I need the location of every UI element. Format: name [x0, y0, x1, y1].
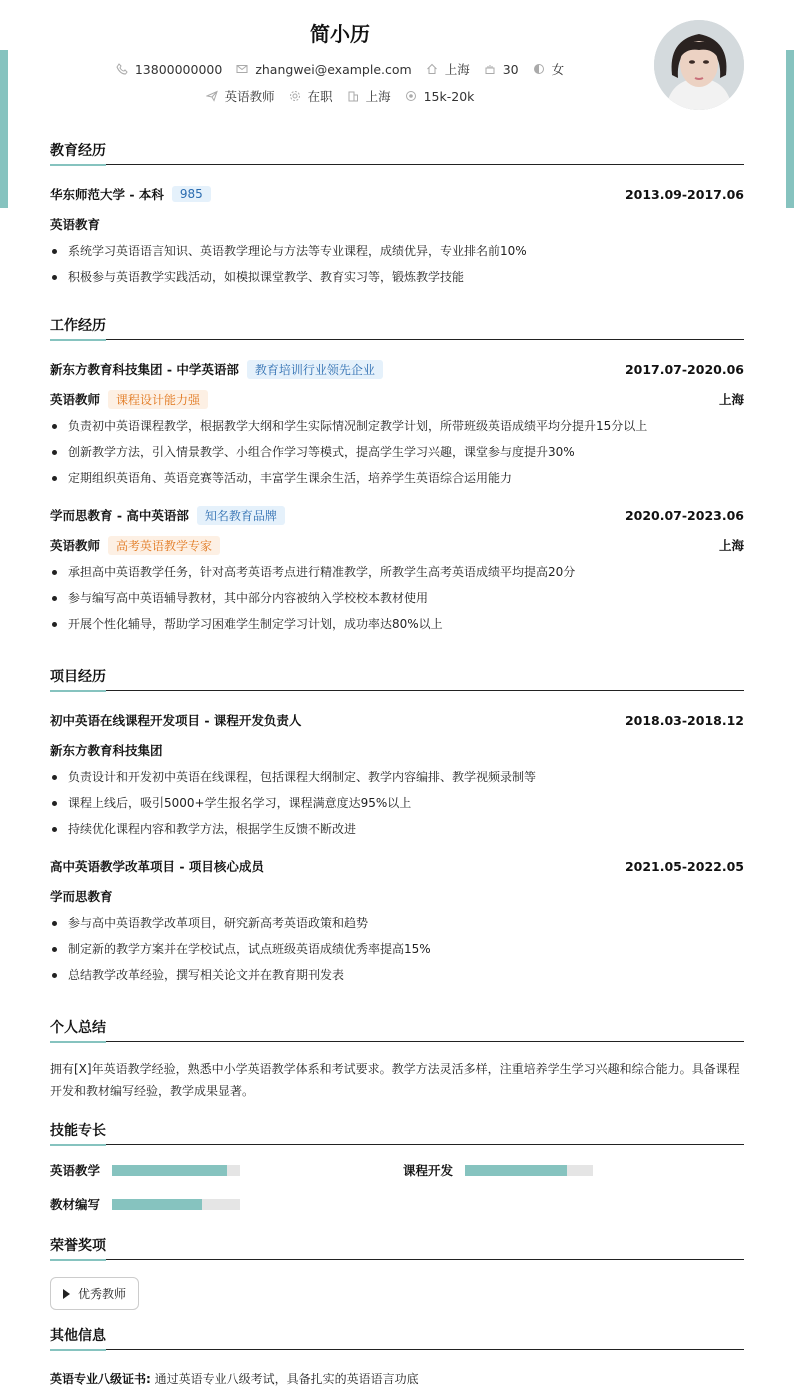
other-info: [50, 1370, 744, 1387]
gender-icon: [533, 63, 545, 75]
avatar: [654, 20, 744, 110]
education-bullets: [50, 238, 744, 290]
job-head: [50, 359, 744, 379]
city-item: [426, 60, 470, 78]
city-text: 上海: [444, 62, 470, 77]
skill-name: 教材编写: [50, 1197, 101, 1212]
skill-item: [50, 1161, 240, 1179]
school-tag: 985: [172, 186, 211, 202]
target-city-item: [347, 87, 391, 105]
gender-item: [533, 60, 565, 78]
company-name: 新东方教育科技集团 - 中学英语部: [50, 362, 239, 377]
job-role-row: [50, 535, 744, 555]
skill-bar: [112, 1165, 240, 1176]
mail-icon: [236, 63, 248, 75]
company-tag: 知名教育品牌: [197, 506, 285, 525]
job-date: 2020.07-2023.06: [624, 507, 744, 523]
list-item: 制定新的教学方案并在学校试点，试点班级英语成绩优秀率提高15%: [50, 936, 744, 962]
job-bullets: [50, 559, 744, 637]
major-text: 英语教育: [50, 217, 101, 232]
phone-item: [116, 62, 222, 77]
job-head: [50, 505, 744, 525]
avatar-illustration: [654, 20, 744, 110]
list-item: 开展个性化辅导，帮助学习困难学生制定学习计划，成功率达80%以上: [50, 611, 744, 637]
status-icon: [289, 90, 301, 102]
home-icon: [426, 63, 438, 75]
list-item: 总结教学改革经验，撰写相关论文并在教育期刊发表: [50, 962, 744, 988]
work-title: 工作经历: [50, 315, 744, 340]
project-name: 初中英语在线课程开发项目 - 课程开发负责人: [50, 713, 302, 728]
summary-title: 个人总结: [50, 1017, 744, 1042]
skills-section: [50, 1120, 744, 1220]
list-item: 参与编写高中英语辅导教材，其中部分内容被纳入学校校本教材使用: [50, 585, 744, 611]
status-text: 在职: [307, 89, 333, 104]
other-label: 英语专业八级证书:: [50, 1372, 151, 1386]
email-text: zhangwei@example.com: [255, 61, 412, 77]
target-job-item: [206, 87, 275, 105]
other-title: 其他信息: [50, 1325, 744, 1350]
education-head: [50, 184, 744, 204]
list-item: 创新教学方法，引入情景教学、小组合作学习等模式，提高学生学习兴趣，课堂参与度提升30%: [50, 439, 744, 465]
skill-bar: [112, 1199, 240, 1210]
education-title: 教育经历: [50, 140, 744, 165]
skill-bar-fill: [112, 1199, 202, 1210]
list-item: 负责设计和开发初中英语在线课程，包括课程大纲制定、教学内容编排、教学视频录制等: [50, 764, 744, 790]
company-tag: 教育培训行业领先企业: [247, 360, 383, 379]
age-item: [484, 62, 519, 77]
project-date: 2018.03-2018.12: [624, 712, 744, 728]
building-icon: [347, 90, 359, 102]
project-org-text: 学而思教育: [50, 889, 113, 904]
job-location: 上海: [718, 538, 744, 553]
project-head: [50, 710, 744, 730]
list-item: 负责初中英语课程教学，根据教学大纲和学生实际情况制定教学计划，所带班级英语成绩平均分提升15分以上: [50, 413, 744, 439]
salary-item: [405, 89, 475, 104]
project-name: 高中英语教学改革项目 - 项目核心成员: [50, 859, 264, 874]
list-item: 定期组织英语角、英语竞赛等活动，丰富学生课余生活，培养学生英语综合运用能力: [50, 465, 744, 491]
age-icon: [484, 63, 496, 75]
summary-text: 拥有[X]年英语教学经验，熟悉中小学英语教学体系和考试要求。教学方法灵活多样，注重培养学生学习兴趣和综合能力。具备课程开发和教材编写经验，教学成果显著。: [50, 1062, 740, 1098]
job-location: 上海: [718, 392, 744, 407]
project-org: [50, 740, 744, 760]
skill-bar: [465, 1165, 593, 1176]
project-org-text: 新东方教育科技集团: [50, 743, 163, 758]
projects-section: [50, 666, 744, 988]
salary-text: 15k-20k: [423, 88, 475, 104]
projects-title: 项目经历: [50, 666, 744, 691]
status-item: [289, 87, 333, 105]
skill-item: [403, 1161, 593, 1179]
skill-name: 课程开发: [403, 1163, 454, 1178]
role-tag: 高考英语教学专家: [108, 536, 220, 555]
target-city-text: 上海: [365, 89, 391, 104]
list-item: 持续优化课程内容和教学方法，根据学生反馈不断改进: [50, 816, 744, 842]
gender-text: 女: [551, 62, 565, 77]
skill-bar-fill: [112, 1165, 227, 1176]
phone-icon: [116, 63, 128, 75]
salary-icon: [405, 90, 417, 102]
role-tag: 课程设计能力强: [108, 390, 208, 409]
education-section: [50, 140, 744, 290]
list-item: 积极参与英语教学实践活动，如模拟课堂教学、教育实习等，锻炼教学技能: [50, 264, 744, 290]
send-icon: [206, 90, 218, 102]
skill-item: [50, 1195, 240, 1213]
skills-title: 技能专长: [50, 1120, 744, 1145]
major-name: [50, 214, 744, 234]
company-name: 学而思教育 - 高中英语部: [50, 508, 189, 523]
job-role: 英语教师: [50, 392, 101, 407]
email-item: [236, 62, 411, 77]
job-date: 2017.07-2020.06: [624, 361, 744, 377]
skill-bar-fill: [465, 1165, 567, 1176]
education-date: 2013.09-2017.06: [624, 186, 744, 202]
resume-name: 简小历: [310, 22, 370, 46]
honors-section: [50, 1235, 744, 1310]
honors-title: 荣誉奖项: [50, 1235, 744, 1260]
list-item: 课程上线后，吸引5000+学生报名学习，课程满意度达95%以上: [50, 790, 744, 816]
contact-row: [0, 60, 680, 78]
job-intent-row: [0, 87, 680, 105]
age-text: 30: [502, 61, 519, 77]
project-bullets: [50, 910, 744, 988]
play-icon: [63, 1289, 70, 1299]
summary-section: [50, 1017, 744, 1102]
phone-text: 13800000000: [134, 61, 223, 77]
job-role-row: [50, 389, 744, 409]
project-bullets: [50, 764, 744, 842]
other-section: [50, 1325, 744, 1387]
honor-badge[interactable]: [50, 1277, 139, 1310]
list-item: 系统学习英语语言知识、英语教学理论与方法等专业课程，成绩优异，专业排名前10%: [50, 238, 744, 264]
job-role: 英语教师: [50, 538, 101, 553]
project-head: [50, 856, 744, 876]
list-item: 参与高中英语教学改革项目，研究新高考英语政策和趋势: [50, 910, 744, 936]
work-section: [50, 315, 744, 637]
other-text: 通过英语专业八级考试，具备扎实的英语语言功底: [154, 1372, 419, 1386]
list-item: 承担高中英语教学任务，针对高考英语考点进行精准教学，所教学生高考英语成绩平均提高20分: [50, 559, 744, 585]
project-org: [50, 886, 744, 906]
target-job-text: 英语教师: [224, 89, 275, 104]
school-name: 华东师范大学 - 本科: [50, 187, 164, 202]
job-bullets: [50, 413, 744, 491]
skill-name: 英语教学: [50, 1163, 101, 1178]
right-accent-bar: [786, 50, 794, 208]
project-date: 2021.05-2022.05: [624, 858, 744, 874]
honor-text: 优秀教师: [78, 1287, 127, 1301]
